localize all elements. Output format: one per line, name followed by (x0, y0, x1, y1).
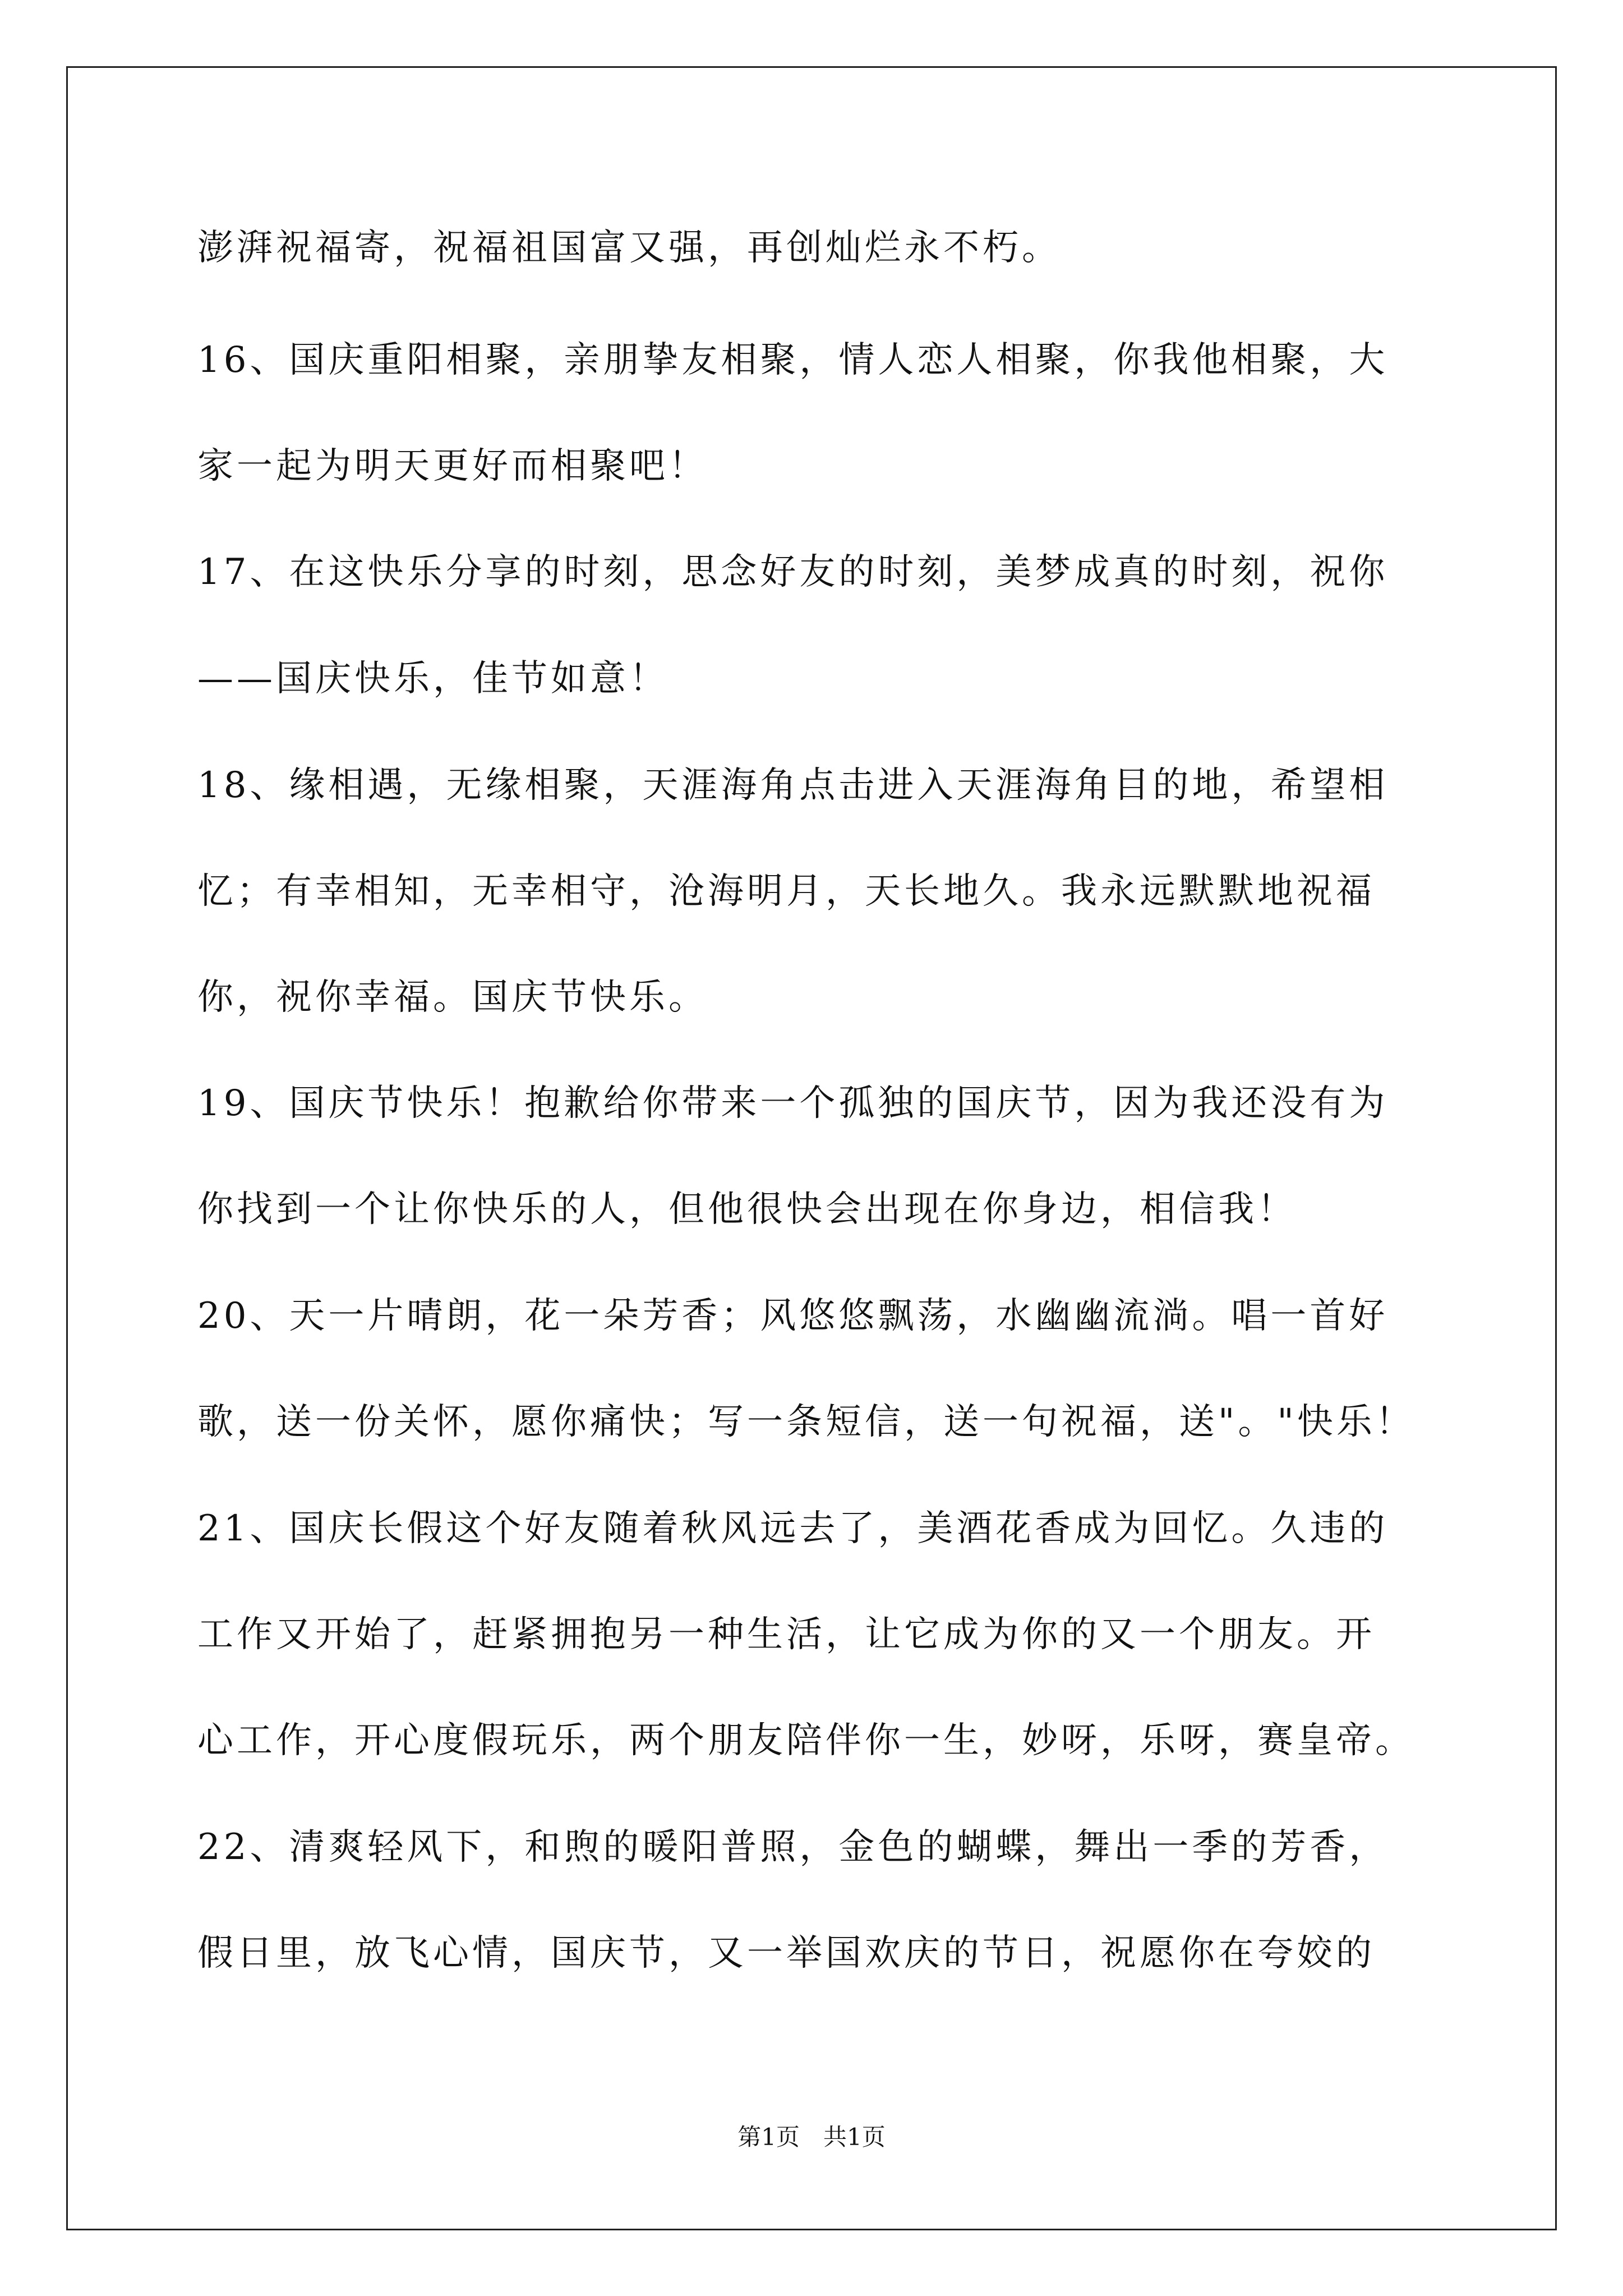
text-line: 你找到一个让你快乐的人，但他很快会出现在你身边，相信我！ (197, 1189, 1297, 1230)
text-line: 16、国庆重阳相聚，亲朋挚友相聚，情人恋人相聚，你我他相聚，大 (197, 339, 1389, 381)
text-line: 工作又开始了，赶紧拥抱另一种生活，让它成为你的又一个朋友。开 (197, 1614, 1375, 1655)
page-number-footer: 第1页 共1页 (737, 2123, 886, 2151)
text-line: 17、在这快乐分享的时刻，思念好友的时刻，美梦成真的时刻，祝你 (197, 551, 1389, 593)
text-line: 你，祝你幸福。国庆节快乐。 (197, 977, 708, 1018)
text-line: 21、国庆长假这个好友随着秋风远去了，美酒花香成为回忆。久违的 (197, 1508, 1389, 1549)
text-line: 假日里，放飞心情，国庆节，又一举国欢庆的节日，祝愿你在夸姣的 (197, 1932, 1375, 1974)
text-line: ——国庆快乐，佳节如意！ (197, 658, 668, 700)
text-line: 心工作，开心度假玩乐，两个朋友陪伴你一生，妙呀，乐呀，赛皇帝。 (197, 1720, 1414, 1761)
text-line: 忆；有幸相知，无幸相守，沧海明月，天长地久。我永远默默地祝福 (197, 871, 1375, 912)
text-line: 20、天一片晴朗，花一朵芳香；风悠悠飘荡，水幽幽流淌。唱一首好 (197, 1295, 1389, 1337)
text-line: 22、清爽轻风下，和煦的暖阳普照，金色的蝴蝶，舞出一季的芳香， (197, 1826, 1389, 1868)
page-border (66, 66, 1557, 2230)
text-line: 歌，送一份关怀，愿你痛快；写一条短信，送一句祝福，送"。"快乐！ (197, 1401, 1415, 1443)
text-line: 18、缘相遇，无缘相聚，天涯海角点击进入天涯海角目的地，希望相 (197, 765, 1389, 806)
text-line: 19、国庆节快乐！抱歉给你带来一个孤独的国庆节，因为我还没有为 (197, 1083, 1389, 1124)
text-line: 家一起为明天更好而相聚吧！ (197, 445, 708, 487)
text-line: 澎湃祝福寄，祝福祖国富又强，再创灿烂永不朽。 (197, 227, 1061, 269)
